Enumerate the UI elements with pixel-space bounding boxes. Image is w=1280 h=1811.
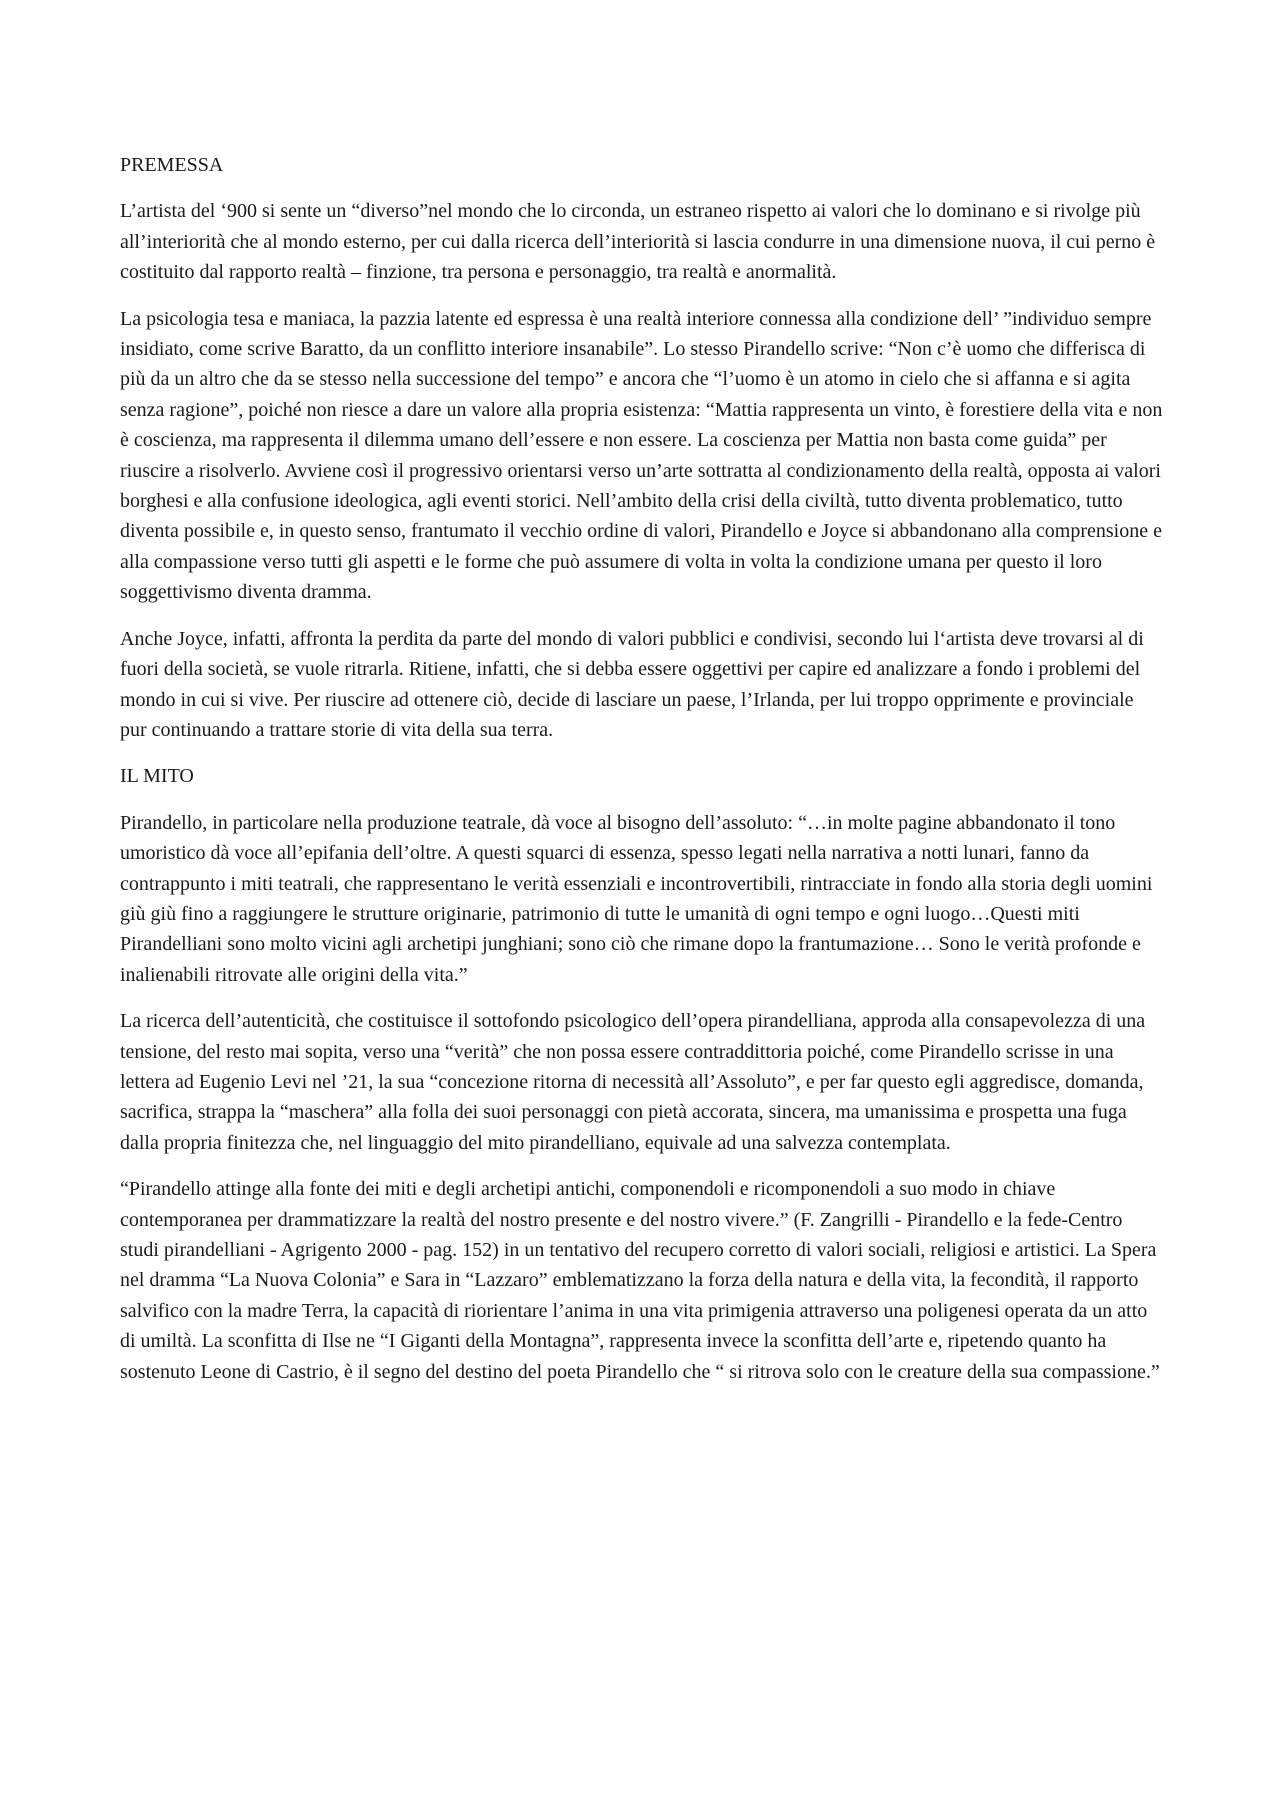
section-heading-il-mito: IL MITO (120, 765, 194, 788)
document-body (120, 150, 1165, 1403)
paragraph: La ricerca dell’autenticità, che costituisce il sottofondo psicologico dell’opera pirandelliana, approda alla consapevolezza di una tensione, del resto mai sopita, verso una “verità” che non possa essere contraddittoria poiché, come Pirandello scrisse in una lettera ad Eugenio Levi nel ’21, la sua “concezione ritorna di necessità all’Assoluto”, e per far questo egli aggredisce, domanda, sacrifica, strappa la “maschera” alla folla dei suoi personaggi con pietà accorata, sincera, ma umanissima e prospetta una fuga dalla propria finitezza che, nel linguaggio del mito pirandelliano, equivale ad una salvezza contemplata. (120, 1010, 1146, 1154)
section-heading-premessa: PREMESSA (120, 154, 224, 176)
paragraph: Anche Joyce, infatti, affronta la perdita da parte del mondo di valori pubblici e condivisi, secondo lui l‘artista deve trovarsi al di fuori della società, se vuole ritrarla. Ritiene, infatti, che si debba essere oggettivi per capire ed analizzare a fondo i problemi del mondo in cui si vive. Per riuscire ad ottenere ciò, decide di lasciare un paese, l’Irlanda, per lui troppo opprimente e provinciale pur continuando a trattare storie di vita della sua terra. (120, 627, 1144, 741)
paragraph: “Pirandello attinge alla fonte dei miti e degli archetipi antichi, componendoli e ricomponendoli a suo modo in chiave contemporanea per drammatizzare la realtà del nostro presente e del nostro vivere.” (F. Zangrilli - Pirandello e la fede-Centro studi pirandelliani - Agrigento 2000 - pag. 152) in un tentativo del recupero corretto di valori sociali, religiosi e artistici. La Spera nel dramma “La Nuova Colonia” e Sara in “Lazzaro” emblematizzano la forza della natura e della vita, la fecondità, il rapporto salvifico con la madre Terra, la capacità di riorientare l’anima in una vita primigenia attraverso una poligenesi operata da un atto di umiltà. La sconfitta di Ilse ne “I Giganti della Montagna”, rappresenta invece la sconfitta dell’arte e, ripetendo quanto ha sostenuto Leone di Castrio, è il segno del destino del poeta Pirandello che “ si ritrova solo con le creature della sua compassione.” (120, 1178, 1160, 1383)
paragraph: L’artista del ‘900 si sente un “diverso”nel mondo che lo circonda, un estraneo rispetto ai valori che lo dominano e si rivolge più all’interiorità che al mondo esterno, per cui dalla ricerca dell’interiorità si lascia condurre in una dimensione nuova, il cui perno è costituito dal rapporto realtà – finzione, tra persona e personaggio, tra realtà e anormalità. (120, 200, 1156, 284)
paragraph: La psicologia tesa e maniaca, la pazzia latente ed espressa è una realtà interiore connessa alla condizione dell’ ”individuo sempre insidiato, come scrive Baratto, da un conflitto interiore insanabile”. Lo stesso Pirandello scrive: “Non c’è uomo che differisca di più da un altro che da se stesso nella successione del tempo” e ancora che “l’uomo è un atomo in cielo che si affanna e si agita senza ragione”, poiché non riesce a dare un valore alla propria esistenza: “Mattia rappresenta un vinto, è forestiere della vita e non è coscienza, ma rappresenta il dilemma umano dell’essere e non essere. La coscienza per Mattia non basta come guida” per riuscire a risolverlo. Avviene così il progressivo orientarsi verso un’arte sottratta al condizionamento della realtà, opposta ai valori borghesi e alla confusione ideologica, agli eventi storici. Nell’ambito della crisi della civiltà, tutto diventa problematico, tutto diventa possibile e, in questo senso, frantumato il vecchio ordine di valori, Pirandello e Joyce si abbandonano alla comprensione e alla compassione verso tutti gli aspetti e le forme che può assumere di volta in volta la condizione umana per questo il loro soggettivismo diventa dramma. (120, 307, 1163, 604)
paragraph: Pirandello, in particolare nella produzione teatrale, dà voce al bisogno dell’assoluto: “…in molte pagine abbandonato il tono umoristico dà voce all’epifania dell’oltre. A questi squarci di essenza, spesso legati nella narrativa a notti lunari, fanno da contrappunto i miti teatrali, che rappresentano le verità essenziali e incontrovertibili, rintracciate in fondo alla storia degli uomini giù giù fino a raggiungere le strutture originarie, patrimonio di tutte le umanità di ogni tempo e ogni luogo…Questi miti Pirandelliani sono molto vicini agli archetipi junghiani; sono ciò che rimane dopo la frantumazione… Sono le verità profonde e inalienabili ritrovate alle origini della vita.” (120, 811, 1153, 986)
